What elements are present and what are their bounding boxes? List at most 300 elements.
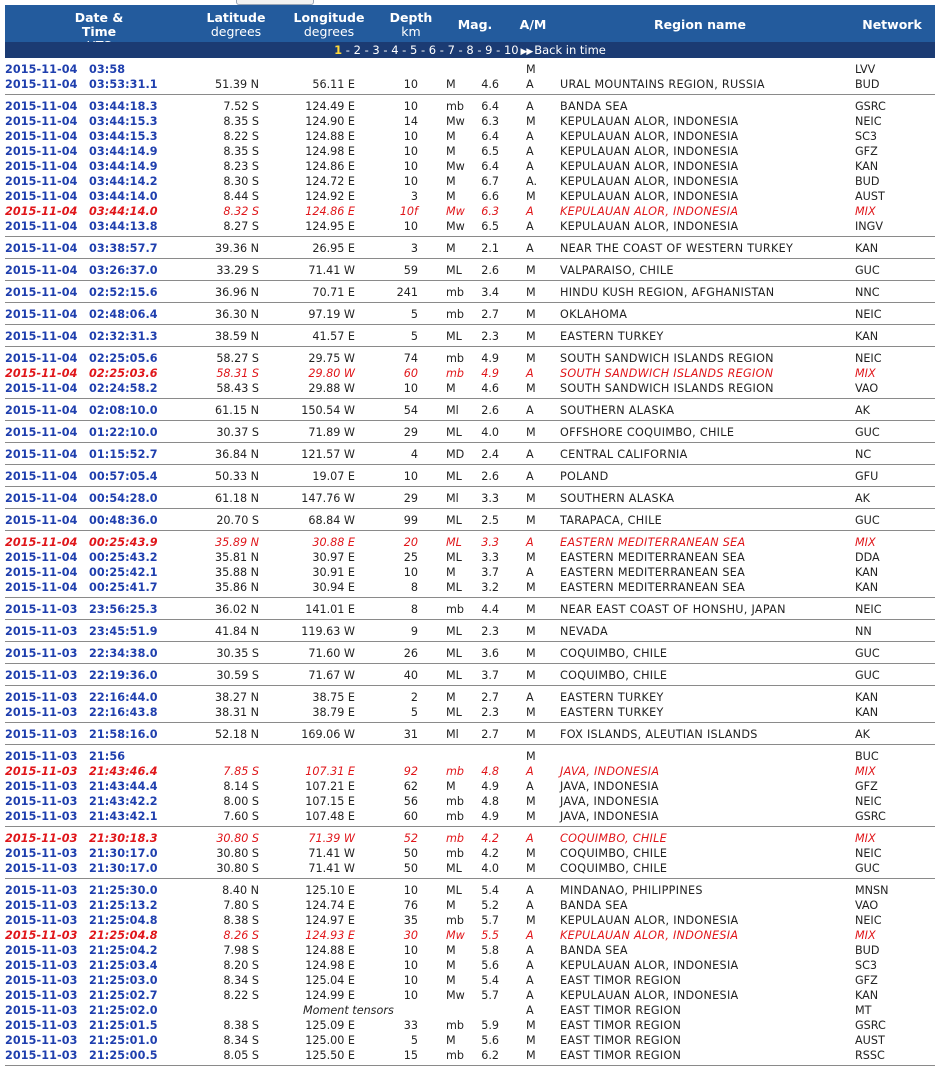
magnitude-type: mb <box>446 832 464 845</box>
depth: 50 <box>403 862 418 875</box>
row-divider <box>5 302 935 303</box>
depth: 10 <box>403 884 418 897</box>
table-row[interactable] <box>5 550 935 565</box>
network-code: GFZ <box>855 780 878 793</box>
event-time: 00:25:42.1 <box>89 566 158 579</box>
auto-manual-flag: M <box>526 795 536 808</box>
table-row[interactable] <box>5 189 935 204</box>
table-row[interactable] <box>5 62 935 77</box>
auto-manual-flag: A <box>526 145 534 158</box>
pager-page-link[interactable]: 2 <box>353 43 361 57</box>
depth: 5 <box>410 330 418 343</box>
depth: 10 <box>403 220 418 233</box>
table-row[interactable] <box>5 159 935 174</box>
magnitude-value: 5.2 <box>481 899 499 912</box>
table-row-mix[interactable] <box>5 204 935 219</box>
table-row[interactable] <box>5 794 935 809</box>
depth: 56 <box>403 795 418 808</box>
header-longitude[interactable]: Longitude degrees <box>293 10 365 39</box>
longitude: 41.57 E <box>312 330 355 343</box>
table-row[interactable] <box>5 329 935 344</box>
pager-page-link[interactable]: 8 <box>466 43 474 57</box>
event-date: 2015-11-04 <box>5 382 78 395</box>
pager-separator: - <box>492 43 504 57</box>
event-date: 2015-11-04 <box>5 115 78 128</box>
latitude: 41.84 N <box>215 625 259 638</box>
latitude: 58.31 S <box>216 367 259 380</box>
table-row[interactable] <box>5 285 935 300</box>
auto-manual-flag: A <box>526 78 534 91</box>
table-row[interactable] <box>5 174 935 189</box>
table-row[interactable] <box>5 241 935 256</box>
region-name: KEPULAUAN ALOR, INDONESIA <box>560 130 739 143</box>
table-row[interactable] <box>5 565 935 580</box>
depth: 2 <box>410 691 418 704</box>
table-row[interactable] <box>5 668 935 683</box>
latitude: 35.89 N <box>215 536 259 549</box>
event-date: 2015-11-04 <box>5 220 78 233</box>
table-row[interactable] <box>5 861 935 876</box>
event-time: 02:25:05.6 <box>89 352 158 365</box>
table-row[interactable] <box>5 114 935 129</box>
event-time: 21:56 <box>89 750 126 763</box>
pager-page-link[interactable]: 7 <box>447 43 455 57</box>
network-code: BUD <box>855 175 880 188</box>
event-time: 02:24:58.2 <box>89 382 158 395</box>
depth: 59 <box>403 264 418 277</box>
latitude: 8.44 S <box>223 190 259 203</box>
network-code: KAN <box>855 330 879 343</box>
region-name: SOUTHERN ALASKA <box>560 404 675 417</box>
event-date: 2015-11-03 <box>5 944 78 957</box>
longitude: 26.95 E <box>312 242 355 255</box>
event-time: 00:25:43.9 <box>89 536 158 549</box>
auto-manual-flag: M <box>526 750 536 763</box>
magnitude-type: ML <box>446 426 462 439</box>
table-row-mix[interactable] <box>5 366 935 381</box>
magnitude-value: 5.9 <box>481 1019 499 1032</box>
depth: 30 <box>403 929 418 942</box>
region-name: TARAPACA, CHILE <box>560 514 662 527</box>
event-date: 2015-11-04 <box>5 536 78 549</box>
latitude: 8.00 S <box>223 795 259 808</box>
event-date: 2015-11-03 <box>5 959 78 972</box>
magnitude-type: M <box>446 974 456 987</box>
longitude: 125.50 E <box>305 1049 355 1062</box>
magnitude-value: 2.1 <box>481 242 499 255</box>
table-row[interactable] <box>5 1048 935 1063</box>
longitude: 124.97 E <box>305 914 355 927</box>
event-date: 2015-11-03 <box>5 899 78 912</box>
auto-manual-flag: A <box>526 780 534 793</box>
pager-page-link[interactable]: 9 <box>485 43 493 57</box>
event-time: 21:25:02.7 <box>89 989 158 1002</box>
magnitude-value: 5.6 <box>481 959 499 972</box>
table-row[interactable] <box>5 883 935 898</box>
table-row[interactable] <box>5 307 935 322</box>
magnitude-type: M <box>446 130 456 143</box>
magnitude-value: 4.4 <box>481 603 499 616</box>
magnitude-type: ML <box>446 647 462 660</box>
event-time: 23:56:25.3 <box>89 603 158 616</box>
table-row[interactable] <box>5 779 935 794</box>
magnitude-type: mb <box>446 1049 464 1062</box>
depth: 50 <box>403 847 418 860</box>
magnitude-value: 6.7 <box>481 175 499 188</box>
pager-page-current[interactable]: 1 <box>334 43 343 57</box>
region-name: KEPULAUAN ALOR, INDONESIA <box>560 220 739 233</box>
latitude: 8.35 S <box>223 115 259 128</box>
event-time: 02:52:15.6 <box>89 286 158 299</box>
region-name: EAST TIMOR REGION <box>560 1049 682 1062</box>
event-time: 02:25:03.6 <box>89 367 158 380</box>
latitude: 30.37 S <box>216 426 259 439</box>
magnitude-value: 5.4 <box>481 884 499 897</box>
auto-manual-flag: M <box>526 647 536 660</box>
row-divider <box>5 398 935 399</box>
header-am[interactable]: A/M <box>519 17 547 32</box>
magnitude-type: M <box>446 691 456 704</box>
row-divider <box>5 530 935 531</box>
region-name: COQUIMBO, CHILE <box>560 862 668 875</box>
event-date: 2015-11-03 <box>5 706 78 719</box>
event-time: 02:32:31.3 <box>89 330 158 343</box>
magnitude-value: 4.9 <box>481 367 499 380</box>
region-name: HINDU KUSH REGION, AFGHANISTAN <box>560 286 775 299</box>
network-code: GSRC <box>855 1019 886 1032</box>
auto-manual-flag: M <box>526 426 536 439</box>
event-time: 21:43:44.4 <box>89 780 158 793</box>
magnitude-value: 3.4 <box>481 286 499 299</box>
pager-page-link[interactable]: 3 <box>372 43 380 57</box>
region-name: KEPULAUAN ALOR, INDONESIA <box>560 175 739 188</box>
region-name: COQUIMBO, CHILE <box>560 669 668 682</box>
network-code: VAO <box>855 382 879 395</box>
event-time: 22:16:44.0 <box>89 691 158 704</box>
magnitude-type: Mw <box>446 115 465 128</box>
header-network[interactable]: Network <box>862 17 922 32</box>
header-depth[interactable]: Depth km <box>389 10 433 39</box>
network-code: NEIC <box>855 795 882 808</box>
longitude: 124.86 E <box>305 160 355 173</box>
magnitude-value: 3.7 <box>481 669 499 682</box>
event-time: 03:44:14.2 <box>89 175 158 188</box>
event-time: 00:57:05.4 <box>89 470 158 483</box>
magnitude-type: Ml <box>446 728 459 741</box>
table-row[interactable] <box>5 958 935 973</box>
auto-manual-flag: M <box>526 330 536 343</box>
event-date: 2015-11-04 <box>5 190 78 203</box>
latitude: 8.34 S <box>223 1034 259 1047</box>
magnitude-value: 2.6 <box>481 470 499 483</box>
magnitude-value: 2.7 <box>481 728 499 741</box>
network-code: AUST <box>855 1034 885 1047</box>
magnitude-type: M <box>446 1034 456 1047</box>
event-time: 03:26:37.0 <box>89 264 158 277</box>
longitude: 107.31 E <box>305 765 355 778</box>
network-code: KAN <box>855 160 879 173</box>
pager-page-link[interactable]: 10 <box>503 43 519 57</box>
event-date: 2015-11-04 <box>5 581 78 594</box>
row-divider <box>5 641 935 642</box>
event-time: 21:25:04.8 <box>89 929 158 942</box>
pager-back-in-time[interactable]: Back in time <box>534 43 606 57</box>
network-code: GUC <box>855 514 880 527</box>
auto-manual-flag: A <box>526 884 534 897</box>
pager-page-link[interactable]: 6 <box>428 43 437 57</box>
header-latitude[interactable]: Latitude degrees <box>206 10 266 39</box>
event-time: 02:48:06.4 <box>89 308 158 321</box>
event-date: 2015-11-04 <box>5 566 78 579</box>
table-row-mix[interactable] <box>5 764 935 779</box>
magnitude-type: M <box>446 175 456 188</box>
event-time: 03:44:18.3 <box>89 100 158 113</box>
auto-manual-flag: M <box>526 63 536 76</box>
magnitude-type: mb <box>446 100 464 113</box>
longitude: 121.57 W <box>301 448 355 461</box>
latitude: 8.30 S <box>223 175 259 188</box>
magnitude-value: 4.9 <box>481 810 499 823</box>
magnitude-value: 3.6 <box>481 647 499 660</box>
event-date: 2015-11-04 <box>5 242 78 255</box>
longitude: 141.01 E <box>305 603 355 616</box>
auto-manual-flag: A <box>526 160 534 173</box>
table-row[interactable] <box>5 1003 935 1018</box>
event-time: 01:22:10.0 <box>89 426 158 439</box>
longitude: 150.54 W <box>301 404 355 417</box>
depth: 10 <box>403 944 418 957</box>
table-row-mix[interactable] <box>5 535 935 550</box>
event-date: 2015-11-03 <box>5 691 78 704</box>
latitude: 8.14 S <box>223 780 259 793</box>
magnitude-type: M <box>446 899 456 912</box>
row-divider <box>5 486 935 487</box>
header-region[interactable]: Region name <box>653 17 746 32</box>
magnitude-type: Mw <box>446 929 465 942</box>
depth: 10 <box>403 974 418 987</box>
magnitude-type: ML <box>446 264 462 277</box>
event-time: 21:30:17.0 <box>89 862 158 875</box>
event-time: 02:08:10.0 <box>89 404 158 417</box>
latitude: 8.22 S <box>223 989 259 1002</box>
event-time: 22:16:43.8 <box>89 706 158 719</box>
table-row[interactable] <box>5 351 935 366</box>
latitude: 36.84 N <box>215 448 259 461</box>
region-name: NEAR EAST COAST OF HONSHU, JAPAN <box>560 603 786 616</box>
auto-manual-flag: M <box>526 862 536 875</box>
event-time: 03:44:13.8 <box>89 220 158 233</box>
region-name: EASTERN MEDITERRANEAN SEA <box>560 536 746 549</box>
network-code: NEIC <box>855 603 882 616</box>
table-row[interactable] <box>5 513 935 528</box>
depth: 26 <box>403 647 418 660</box>
table-row[interactable] <box>5 749 935 764</box>
region-name: EASTERN TURKEY <box>560 330 664 343</box>
table-row[interactable] <box>5 425 935 440</box>
event-date: 2015-11-04 <box>5 492 78 505</box>
depth: 35 <box>403 914 418 927</box>
magnitude-value: 2.6 <box>481 404 499 417</box>
region-name: EASTERN MEDITERRANEAN SEA <box>560 551 746 564</box>
region-name: EAST TIMOR REGION <box>560 974 682 987</box>
latitude: 8.38 S <box>223 914 259 927</box>
row-divider <box>5 744 935 745</box>
depth: 10 <box>403 382 418 395</box>
longitude: 124.86 E <box>305 205 355 218</box>
longitude: 124.95 E <box>305 220 355 233</box>
event-time: 03:44:14.9 <box>89 145 158 158</box>
depth: 14 <box>403 115 418 128</box>
table-row[interactable] <box>5 129 935 144</box>
magnitude-type: ML <box>446 862 462 875</box>
depth: 99 <box>403 514 418 527</box>
table-row[interactable] <box>5 580 935 595</box>
event-time: 21:25:04.2 <box>89 944 158 957</box>
depth: 25 <box>403 551 418 564</box>
auto-manual-flag: M <box>526 625 536 638</box>
table-row[interactable] <box>5 77 935 92</box>
pager-page-link[interactable]: 5 <box>409 43 418 57</box>
magnitude-type: ML <box>446 536 462 549</box>
event-time: 21:25:04.8 <box>89 914 158 927</box>
table-row[interactable] <box>5 898 935 913</box>
longitude: 71.67 W <box>308 669 355 682</box>
event-date: 2015-11-03 <box>5 832 78 845</box>
latitude: 20.70 S <box>216 514 259 527</box>
auto-manual-flag: M <box>526 551 536 564</box>
pager-separator: - <box>398 43 410 57</box>
event-date: 2015-11-03 <box>5 914 78 927</box>
table-row[interactable] <box>5 99 935 114</box>
pager-page-link[interactable]: 4 <box>391 43 399 57</box>
longitude: 30.97 E <box>312 551 355 564</box>
event-date: 2015-11-04 <box>5 175 78 188</box>
table-row[interactable] <box>5 469 935 484</box>
table-row[interactable] <box>5 624 935 639</box>
magnitude-value: 2.7 <box>481 308 499 321</box>
pager-arrows-icon[interactable]: ▶▶ <box>518 47 535 57</box>
latitude: 58.43 S <box>216 382 259 395</box>
region-name: VALPARAISO, CHILE <box>560 264 674 277</box>
magnitude-value: 2.7 <box>481 691 499 704</box>
table-row[interactable] <box>5 846 935 861</box>
depth: 5 <box>410 308 418 321</box>
latitude: 7.52 S <box>223 100 259 113</box>
depth: 10 <box>403 566 418 579</box>
magnitude-type: M <box>446 780 456 793</box>
auto-manual-flag: A <box>526 470 534 483</box>
event-time: 21:30:18.3 <box>89 832 158 845</box>
auto-manual-flag: M <box>526 382 536 395</box>
longitude: 125.10 E <box>305 884 355 897</box>
depth: 4 <box>410 448 418 461</box>
network-code: NNC <box>855 286 880 299</box>
table-row[interactable] <box>5 381 935 396</box>
auto-manual-flag: M <box>526 286 536 299</box>
auto-manual-flag: A <box>526 100 534 113</box>
table-row[interactable] <box>5 646 935 661</box>
depth: 10 <box>403 145 418 158</box>
table-row[interactable] <box>5 727 935 742</box>
magnitude-value: 5.8 <box>481 944 499 957</box>
longitude: 71.89 W <box>308 426 355 439</box>
table-row[interactable] <box>5 447 935 462</box>
longitude: 29.75 W <box>308 352 355 365</box>
longitude: 30.88 E <box>312 536 355 549</box>
table-row[interactable] <box>5 1018 935 1033</box>
event-time: 21:25:03.4 <box>89 959 158 972</box>
event-time: 21:25:01.5 <box>89 1019 158 1032</box>
longitude: 119.63 W <box>301 625 355 638</box>
latitude: 8.26 S <box>223 929 259 942</box>
event-date: 2015-11-03 <box>5 810 78 823</box>
magnitude-type: M <box>446 382 456 395</box>
magnitude-type: M <box>446 78 456 91</box>
depth: 5 <box>410 1034 418 1047</box>
latitude: 30.59 S <box>216 669 259 682</box>
network-code: MIX <box>855 832 876 845</box>
depth: 40 <box>403 669 418 682</box>
magnitude-value: 3.2 <box>481 581 499 594</box>
network-code: GUC <box>855 669 880 682</box>
magnitude-value: 6.6 <box>481 190 499 203</box>
table-row[interactable] <box>5 913 935 928</box>
table-row[interactable] <box>5 403 935 418</box>
longitude: 124.98 E <box>305 145 355 158</box>
table-row[interactable] <box>5 602 935 617</box>
header-datetime[interactable]: Date & Time <box>74 10 124 39</box>
table-row[interactable] <box>5 263 935 278</box>
auto-manual-flag: M <box>526 581 536 594</box>
auto-manual-flag: A <box>526 448 534 461</box>
depth: 10 <box>403 78 418 91</box>
table-row-mix[interactable] <box>5 928 935 943</box>
event-time: 03:44:14.9 <box>89 160 158 173</box>
auto-manual-flag: M <box>526 514 536 527</box>
network-code: AK <box>855 492 870 505</box>
table-row[interactable] <box>5 943 935 958</box>
auto-manual-flag: M <box>526 1034 536 1047</box>
longitude: 125.04 E <box>305 974 355 987</box>
table-row[interactable] <box>5 219 935 234</box>
table-row[interactable] <box>5 988 935 1003</box>
table-row[interactable] <box>5 973 935 988</box>
magnitude-value: 3.7 <box>481 566 499 579</box>
longitude: 125.09 E <box>305 1019 355 1032</box>
event-time: 00:25:43.2 <box>89 551 158 564</box>
longitude: 30.94 E <box>312 581 355 594</box>
header-magnitude[interactable]: Mag. <box>457 17 493 32</box>
event-date: 2015-11-03 <box>5 625 78 638</box>
table-row[interactable] <box>5 809 935 824</box>
longitude: 124.92 E <box>305 190 355 203</box>
auto-manual-flag: M <box>526 810 536 823</box>
table-row[interactable] <box>5 1033 935 1048</box>
region-name: BANDA SEA <box>560 899 628 912</box>
region-name: BANDA SEA <box>560 100 628 113</box>
longitude: 124.98 E <box>305 959 355 972</box>
table-row[interactable] <box>5 690 935 705</box>
latitude: 8.40 N <box>222 884 259 897</box>
event-date: 2015-11-03 <box>5 862 78 875</box>
auto-manual-flag: A <box>526 944 534 957</box>
table-row[interactable] <box>5 144 935 159</box>
table-row-mix[interactable] <box>5 831 935 846</box>
table-row[interactable] <box>5 491 935 506</box>
network-code: GUC <box>855 426 880 439</box>
table-row[interactable] <box>5 705 935 720</box>
latitude: 58.27 S <box>216 352 259 365</box>
